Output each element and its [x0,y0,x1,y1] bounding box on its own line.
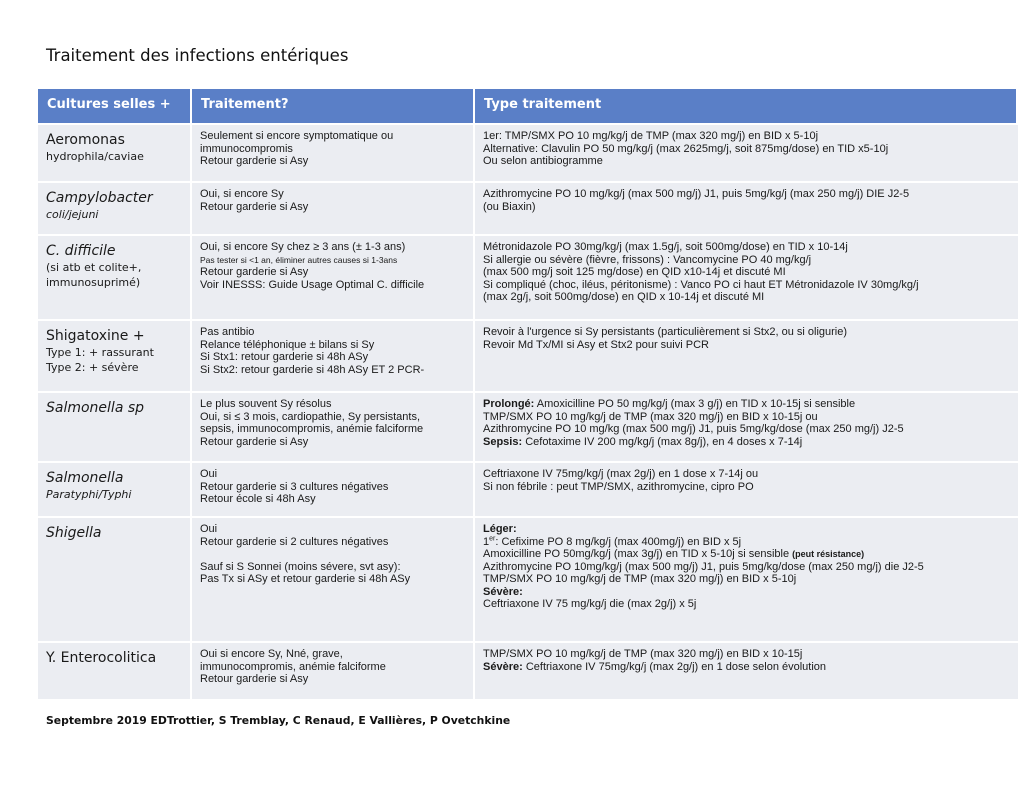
type-line: Si allergie ou sévère (fièvre, frissons) : Vancomycine PO 40 mg/kg/j [483,253,812,266]
row-cdifficile-treatment [192,234,475,319]
type-line: Azithromycine PO 10mg/kg/j (max 500 mg/j) J1, puis 5mg/kg/dose (max 250 mg/j) die J2-5 [483,560,924,573]
type-line-first [483,536,1012,549]
type-line: Métronidazole PO 30mg/kg/j (max 1.5g/j, soit 500mg/dose) en TID x 10-14j [483,241,848,253]
organism-name: Campylobacter [46,190,153,206]
treatment-line: Sauf si S Sonnei (moins sévere, svt asy): [200,560,401,573]
type-line: (max 500 mg/j soit 125 mg/dose) en QID x10-14j et discuté MI [483,266,786,278]
row-yersinia-organism [38,641,192,699]
prolonge-label: Prolongé: [483,398,535,410]
type-line: TMP/SMX PO 10 mg/kg/j de TMP (max 320 mg/j) en BID x 10-15j [483,648,803,660]
treatment-line: Pas antibio [200,326,255,338]
treatment-table [38,89,1018,699]
leger-label: Léger: [483,523,517,535]
row-campylobacter-type [475,181,1018,234]
row-salmonella-typhi-treatment [192,461,475,516]
header-cultures: Cultures selles + [38,89,192,123]
header-traitement: Traitement? [192,89,475,123]
treatment-line: Retour école si 48h Asy [200,493,316,505]
treatment-line: Oui si encore Sy, Nné, grave, [200,648,343,660]
treatment-line: Voir INESSS: Guide Usage Optimal C. difficile [200,278,425,291]
treatment-spacer [200,548,467,561]
treatment-line: Retour garderie si Asy [200,435,309,448]
type-line-amox [483,548,1012,561]
amox-text: Amoxicilline PO 50mg/kg/j (max 3g/j) en TID x 5-10j si sensible [483,548,793,560]
sepsis-text: Cefotaxime IV 200 mg/kg/j (max 8g/j), en 4 doses x 7-14j [522,435,803,448]
type-line: 1er: TMP/SMX PO 10 mg/kg/j de TMP (max 320 mg/j) en BID x 5-10j [483,130,819,142]
row-cdifficile-organism [38,234,192,319]
row-shigella-type [475,516,1018,641]
page-title: Traitement des infections entériques [46,46,349,65]
treatment-line: Oui, si ≤ 3 mois, cardiopathie, Sy persistants, [200,410,421,423]
type-line: Revoir Md Tx/MI si Asy et Stx2 pour suivi PCR [483,338,709,351]
organism-detail: Type 1: + rassurant [46,346,154,359]
amox-note: (peut résistance) [792,549,865,559]
treatment-line: Pas Tx si ASy et retour garderie si 48h ASy [200,573,411,585]
row-salmonella-typhi-organism [38,461,192,516]
treatment-line: Si Stx2: retour garderie si 48h ASy ET 2 PCR- [200,363,425,376]
treatment-line: immunocompromis [200,142,293,155]
organism-detail: Type 2: + sévère [46,361,139,374]
row-yersinia-type [475,641,1018,699]
first-prefix: 1 [483,535,490,548]
sepsis-label: Sepsis: [483,435,523,448]
treatment-line: Oui [200,523,218,535]
treatment-line: Retour garderie si 3 cultures négatives [200,480,389,493]
row-aeromonas-type [475,123,1018,181]
row-aeromonas-treatment [192,123,475,181]
row-shigatoxine-treatment [192,319,475,391]
organism-detail: Paratyphi/Typhi [46,488,132,501]
type-line: Alternative: Clavulin PO 50 mg/kg/j (max 2625mg/j, soit 875mg/dose) en TID x5-10j [483,142,889,155]
type-line: (ou Biaxin) [483,200,536,213]
row-aeromonas-organism [38,123,192,181]
treatment-line: Oui, si encore Sy [200,188,284,200]
organism-name: C. difficile [46,243,116,259]
row-shigatoxine-organism [38,319,192,391]
treatment-line: sepsis, immunocompromis, anémie falciforme [200,423,424,435]
type-line: Ceftriaxone IV 75mg/kg/j (max 2g/j) en 1 dose x 7-14j ou [483,468,759,480]
row-campylobacter-treatment [192,181,475,234]
type-line: Ou selon antibiogramme [483,155,603,167]
treatment-line: Si Stx1: retour garderie si 48h ASy [200,351,369,363]
treatment-line: Retour garderie si Asy [200,155,309,167]
row-yersinia-treatment [192,641,475,699]
type-line-sepsis [483,436,1012,449]
type-line: (max 2g/j, soit 500mg/dose) en QID x 10-14j et discuté MI [483,291,765,303]
type-line: Si non fébrile : peut TMP/SMX, azithromycine, cipro PO [483,480,754,493]
severe-text: Ceftriaxone IV 75mg/kg/j (max 2g/j) en 1 dose selon évolution [522,660,827,673]
organism-name: Shigella [46,525,102,541]
treatment-line: immunocompromis, anémie falciforme [200,660,386,673]
row-campylobacter-organism [38,181,192,234]
row-salmonella-sp-type [475,391,1018,461]
prolonge-text: Amoxicilline PO 50 mg/kg/j (max 3 g/j) en TID x 10-15j si sensible [534,398,856,410]
row-cdifficile-type [475,234,1018,319]
type-line: TMP/SMX PO 10 mg/kg/j de TMP (max 320 mg/j) en BID x 10-15j ou [483,410,818,423]
type-line: Si compliqué (choc, iléus, péritonisme) : Vanco PO ci haut ET Métronidazole IV 30mg/kg/j [483,278,919,291]
organism-detail: (si atb et colite+, [46,261,142,274]
treatment-line: Retour garderie si Asy [200,200,309,213]
row-shigatoxine-type [475,319,1018,391]
severe-label: Sévère: [483,585,523,598]
first-sup: er [489,534,496,542]
organism-name: Y. Enterocolitica [46,650,157,666]
treatment-line: Seulement si encore symptomatique ou [200,130,394,142]
first-text: : Cefixime PO 8 mg/kg/j (max 400mg/j) en BID x 5j [495,535,742,548]
organism-name: Salmonella [46,470,124,486]
treatment-line: Oui [200,468,218,480]
header-type-traitement: Type traitement [475,89,1018,123]
treatment-line: Retour garderie si Asy [200,266,309,278]
row-salmonella-typhi-type [475,461,1018,516]
organism-name: Shigatoxine + [46,328,145,344]
treatment-line: Le plus souvent Sy résolus [200,398,332,410]
organism-detail: immunosuprimé) [46,276,141,289]
type-line: Azithromycine PO 10 mg/kg/j (max 500 mg/j) J1, puis 5mg/kg/j (max 250 mg/j) DIE J2-5 [483,188,910,200]
type-line-prolonge [483,398,1012,411]
treatment-line: Retour garderie si 2 cultures négatives [200,535,389,548]
footer-credits: Septembre 2019 EDTrottier, S Tremblay, C Renaud, E Vallières, P Ovetchkine [46,714,511,727]
treatment-line: Retour garderie si Asy [200,673,309,685]
organism-detail: hydrophila/caviae [46,150,144,163]
row-salmonella-sp-organism [38,391,192,461]
row-salmonella-sp-treatment [192,391,475,461]
organism-name: Aeromonas [46,132,125,148]
type-line: Revoir à l'urgence si Sy persistants (particulièrement si Stx2, ou si oligurie) [483,326,848,338]
severe-text: Ceftriaxone IV 75 mg/kg/j die (max 2g/j) x 5j [483,598,697,610]
treatment-line: Relance téléphonique ± bilans si Sy [200,338,375,351]
organism-name: Salmonella sp [46,400,145,416]
treatment-line: Oui, si encore Sy chez ≥ 3 ans (± 1-3 ans) [200,241,406,253]
type-line: Azithromycine PO 10 mg/kg (max 500 mg/j) J1, puis 5mg/kg/dose (max 250 mg/j) J2-5 [483,423,904,435]
row-shigella-treatment [192,516,475,641]
organism-detail: coli/jejuni [46,208,99,221]
type-line-severe [483,661,1012,674]
treatment-note: Pas tester si <1 an, éliminer autres causes si 1-3ans [200,254,398,265]
row-shigella-organism [38,516,192,641]
severe-label: Sévère: [483,660,523,673]
type-line: TMP/SMX PO 10 mg/kg/j de TMP (max 320 mg/j) en BID x 5-10j [483,573,797,585]
